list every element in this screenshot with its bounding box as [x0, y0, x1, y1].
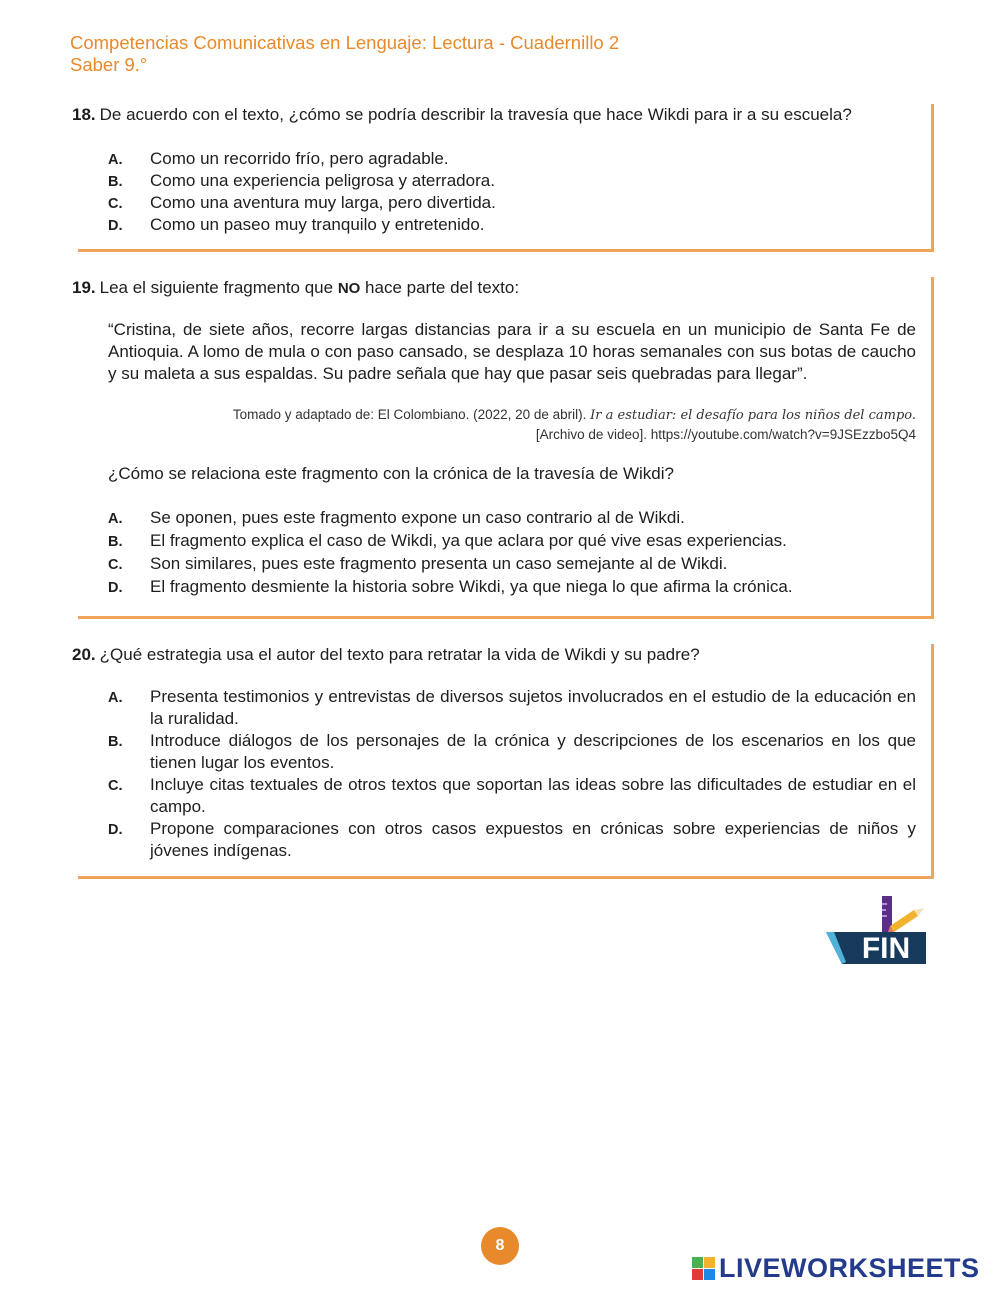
pencil-icon — [888, 908, 924, 932]
option-c[interactable]: C. Son similares, pues este fragmento presenta un caso semejante al de Wikdi. — [108, 554, 728, 573]
header-title: Competencias Comunicativas en Lenguaje: Lectura - Cuadernillo 2 — [70, 32, 620, 53]
option-a[interactable]: A. Presenta testimonios y entrevistas de diversos sujetos involucrados en el estudio de la educación en la ruralidad. — [108, 687, 916, 728]
option-b[interactable]: B. Como una experiencia peligrosa y aterradora. — [108, 171, 495, 190]
question-18-stem: 18. De acuerdo con el texto, ¿cómo se podría describir la travesía que hace Wikdi para ir a su escuela? — [72, 105, 852, 124]
option-c[interactable]: C. Como una aventura muy larga, pero divertida. — [108, 193, 496, 212]
fin-badge-graphic — [824, 892, 928, 968]
header-subtitle: Saber 9.° — [70, 54, 148, 75]
option-d[interactable]: D. El fragmento desmiente la historia sobre Wikdi, ya que niega lo que afirma la crónica. — [108, 577, 793, 596]
option-d[interactable]: D. Propone comparaciones con otros casos expuestos en crónicas sobre experiencias de niños y jóvenes indígenas. — [108, 819, 916, 860]
page-header — [70, 32, 619, 76]
option-b[interactable]: B. El fragmento explica el caso de Wikdi, ya que aclara por qué vive esas experiencias. — [108, 531, 787, 550]
fragment-quote: “Cristina, de siete años, recorre largas distancias para ir a su escuela en un municipio de Santa Fe de Antioquia. A lomo de mula o con paso cansado, se desplaza 10 horas semanales con sus botas de caucho y su maleta a sus espaldas. Su padre señala que hay que pasar seis quebradas para llegar”. — [108, 320, 916, 383]
question-19-stem: 19. Lea el siguiente fragmento que NO hace parte del texto: — [72, 278, 520, 297]
liveworksheets-wordmark: LIVEWORKSHEETS — [719, 1252, 980, 1283]
fin-badge — [824, 892, 928, 968]
question-18 — [72, 104, 934, 252]
liveworksheets-cubes-icon — [692, 1257, 715, 1280]
page-number: 8 — [481, 1227, 519, 1265]
option-a[interactable]: A. Se oponen, pues este fragmento expone un caso contrario al de Wikdi. — [108, 508, 685, 527]
question-19 — [72, 277, 934, 619]
question-20-stem: 20. ¿Qué estrategia usa el autor del texto para retratar la vida de Wikdi y su padre? — [72, 645, 700, 664]
option-a[interactable]: A. Como un recorrido frío, pero agradable. — [108, 149, 449, 168]
option-c[interactable]: C. Incluye citas textuales de otros textos que soportan las ideas sobre las dificultades de estudiar en el campo. — [108, 775, 916, 816]
fragment-source: Tomado y adaptado de: El Colombiano. (2022, 20 de abril). Ir a estudiar: el desafío para los niños del campo. [Archivo de video]. https://youtube.com/watch?v=9JSEzzbo5Q4 — [232, 407, 916, 442]
option-d[interactable]: D. Como un paseo muy tranquilo y entretenido. — [108, 215, 485, 234]
liveworksheets-logo — [692, 1253, 980, 1283]
option-b[interactable]: B. Introduce diálogos de los personajes de la crónica y descripciones de los escenarios en los que tienen lugar los eventos. — [108, 731, 916, 772]
fin-label: FIN — [861, 932, 911, 965]
question-20 — [72, 644, 934, 879]
question-19-prompt: ¿Cómo se relaciona este fragmento con la crónica de la travesía de Wikdi? — [108, 464, 674, 483]
